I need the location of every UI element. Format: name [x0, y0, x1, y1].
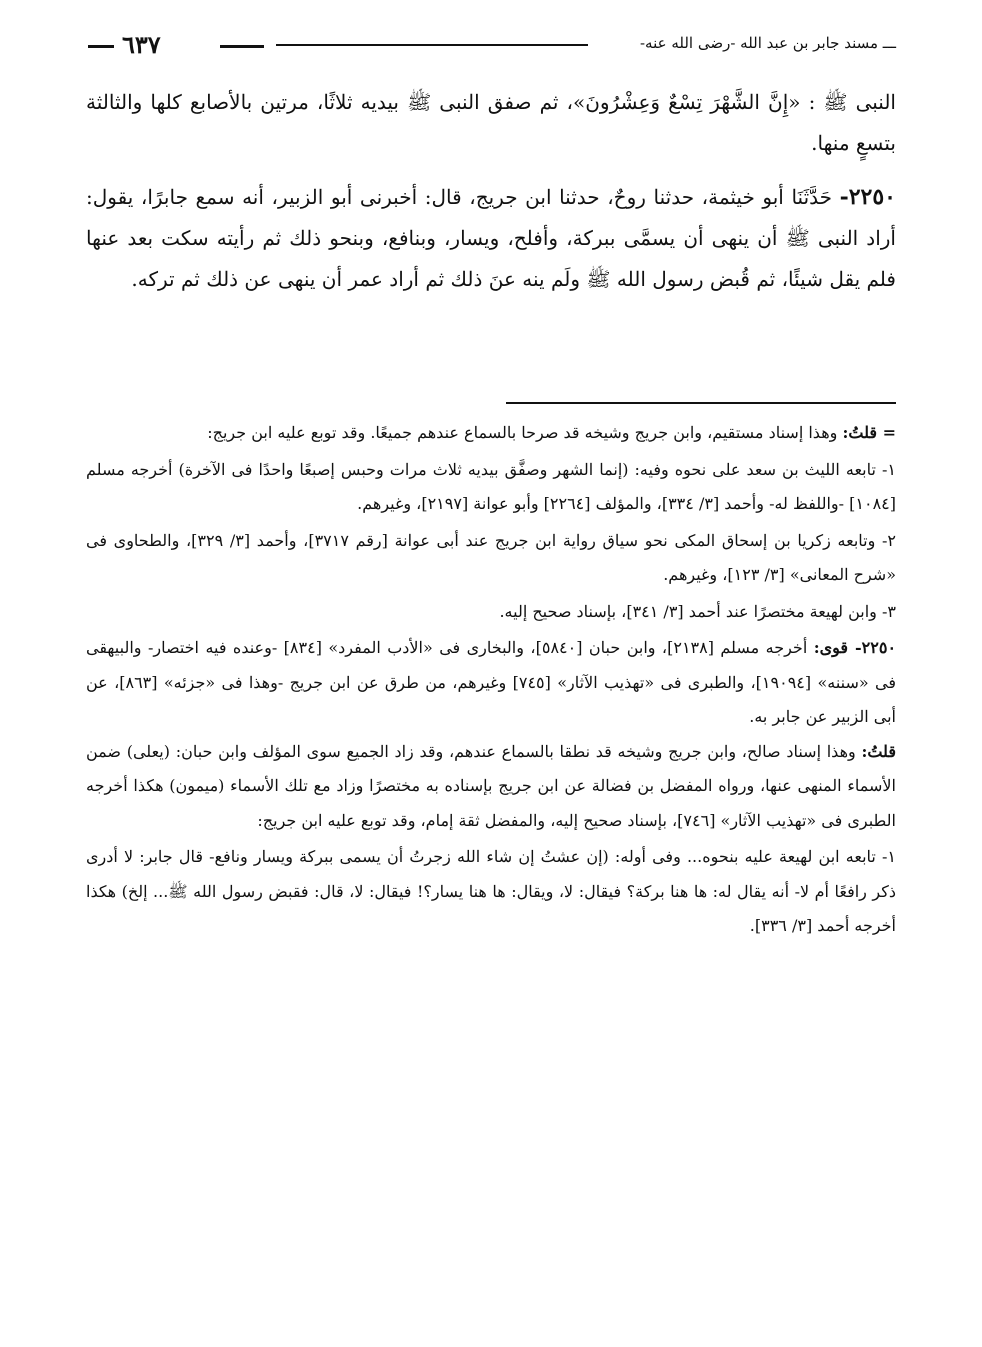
footnote-item-2: ٢- وتابعه زكريا بن إسحاق المكى نحو سياق رواية ابن جريج عند أبى عوانة [رقم ٣٧١٧]، وأحمد [٣/ ٣٢٩]، والطحاوى فى «شرح المعانى» [٣/ ١٢٣]، وغيرهم.: [86, 530, 897, 584]
footnote-text: أخرجه مسلم [٢١٣٨]، وابن حبان [٥٨٤٠]، والبخارى فى «الأدب المفرد» [٨٣٤] -وعنده فيه اختصار- والبيهقى فى «سننه» [١٩٠٩٤]، والطبرى فى «تهذيب الآثار» [٧٤٥] وغيرهم، من طرق عن ابن جريج -وهذا فى «جزئه» [٨٦٣]، عن أبى الزبير عن جابر به.: [86, 638, 896, 726]
footnote-lead: قلتُ:: [861, 741, 896, 761]
footnote-lead: = قلتُ:: [842, 423, 896, 442]
footnote-text: وهذا إسناد مستقيم، وابن جريج وشيخه قد صرحا بالسماع عندهم جميعًا. وقد توبع عليه ابن جريج:: [207, 423, 838, 442]
hadith-paragraph: [86, 177, 896, 300]
header-rule: [276, 44, 588, 46]
footnote-item-1: ١- تابعه الليث بن سعد على نحوه وفيه: (إنما الشهر وصفَّق بيديه ثلاث مرات وحبس إصبعًا واحدًا فى الآخرة) أخرجه مسلم [١٠٨٤] -واللفظ له- وأحمد [٣/ ٣٣٤]، والمؤلف [٢٢٦٤] وأبو عوانة [٢١٩٧]، وغيرهم.: [86, 459, 897, 513]
footnotes: [86, 416, 896, 944]
page-number-dash-left: [88, 45, 114, 48]
hadith-number: ٢٢٥٠-: [839, 184, 896, 210]
footnote-text: وهذا إسناد صالح، وابن جريج وشيخه قد نطقا بالسماع عندهم، وقد زاد الجميع سوى المؤلف وابن حبان: (يعلى) ضمن الأسماء المنهى عنها، ورواه المفضل بن فضالة عن ابن جريج بإسناده به مختصرًا وزاد مع تلك الأسماء (ميمون) هكذا أخرجه الطبرى فى «تهذيب الآثار» [٧٤٦]، بإسناد صحيح إليه، والمفضل ثقة إمام، وقد توبع عليه ابن جريج:: [86, 741, 896, 830]
footnote-item-3: ٣- وابن لهيعة مختصرًا عند أحمد [٣/ ٣٤١]، بإسناد صحيح إليه.: [499, 601, 896, 621]
running-title: ـــ مسند جابر بن عبد الله -رضى الله عنه-: [639, 34, 896, 52]
page-number-dash-right: [220, 45, 264, 48]
footnote-qult-1: [86, 416, 896, 451]
footnote-separator: [506, 402, 896, 404]
footnote-takhrij-2250: [86, 631, 896, 735]
main-paragraph-continuation: النبى ﷺ : «إِنَّ الشَّهْرَ تِسْعٌ وَعِشْرُونَ»، ثم صفق النبى ﷺ بيديه ثلاثًا، مرتين بالأصابع كلها والثالثة بتسعٍ منها.: [86, 90, 896, 155]
footnote-qult-2: [86, 735, 896, 839]
page-header: [88, 30, 896, 62]
page-number: ٦٣٧: [122, 30, 161, 59]
footnote-lead: ٢٢٥٠- قوى:: [813, 638, 897, 657]
main-text: [86, 82, 896, 300]
hadith-text: حَدَّثَنَا أبو خيثمة، حدثنا روحٌ، حدثنا ابن جريج، قال: أخبرنى أبو الزبير، أنه سمع جابرًا، يقول: أراد النبى ﷺ أن ينهى أن يسمَّى ببركة، وأفلح، ويسار، وبنافع، وبنحو ذلك ثم رأيته سكت بعد عنها فلم يقل شيئًا، ثم قُبض رسول الله ﷺ ولَم ينه عنَ ذلك ثم أراد عمر أن ينهى عن ذلك ثم تركه.: [86, 185, 896, 291]
footnote-item-4: ١- تابعه ابن لهيعة عليه بنحوه... وفى أوله: (إن عشتُ إن شاء الله زجرتُ أن يسمى ببركة ويسار ونافع- قال جابر: لا أدرى ذكر رافعًا أم لا- أنه يقال له: ها هنا بركة؟ فيقال: لا، ويقال: ها هنا يسار؟! فيقال: لا، قال: فقبض رسول الله ﷺ... إلخ) هكذا أخرجه أحمد [٣/ ٣٣٦].: [86, 847, 897, 935]
